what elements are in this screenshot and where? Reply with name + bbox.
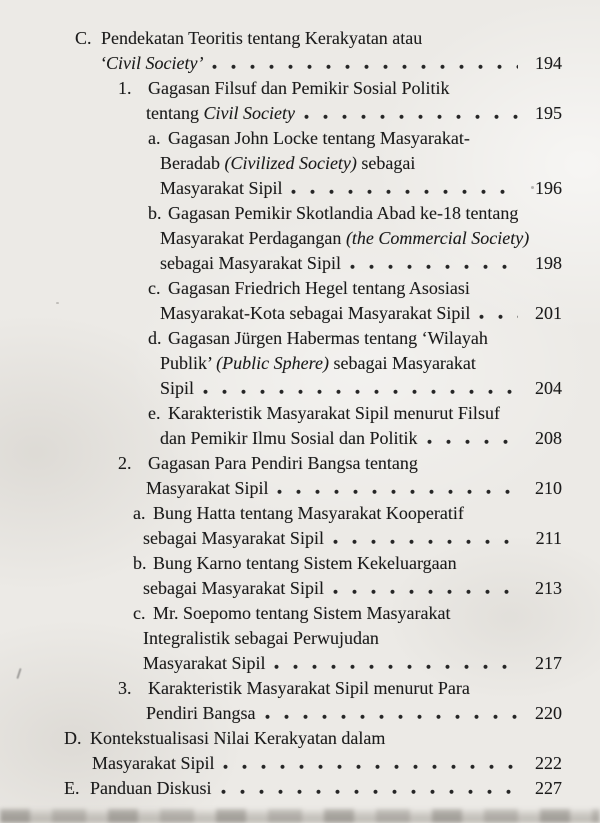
toc-marker: c.: [148, 278, 161, 298]
dot-leader: [350, 263, 518, 269]
toc-line: [0, 51, 600, 76]
dot-leader: [274, 663, 518, 669]
toc-marker: a.: [148, 128, 161, 148]
toc-line: [0, 176, 600, 201]
toc-text: [160, 251, 341, 276]
toc-line: [0, 326, 600, 351]
toc-marker: 1.: [118, 78, 132, 98]
toc-line: [0, 226, 600, 251]
toc-text: [143, 526, 324, 551]
toc-text-segment: Gagasan Para Pendiri Bangsa tentang: [148, 453, 418, 473]
toc-text-segment: sebagai Masyarakat: [328, 353, 476, 373]
toc-line: [0, 451, 600, 476]
toc-text: [160, 301, 470, 326]
dot-leader: [223, 763, 518, 769]
toc-text: [168, 126, 470, 151]
toc-text-segment: Karakteristik Masyarakat Sipil menurut Filsuf: [168, 403, 500, 423]
toc-text: [168, 326, 488, 351]
toc-text: [92, 751, 214, 776]
toc-text: [168, 276, 470, 301]
toc-line: [0, 426, 600, 451]
scan-artifact-bottom: [0, 809, 600, 823]
toc-text-italic-segment: (Public Sphere): [216, 353, 329, 373]
dot-leader: [304, 113, 518, 119]
toc-marker: E.: [64, 778, 80, 798]
toc-line: [0, 701, 600, 726]
toc-text: [160, 351, 476, 376]
page-number: 204: [535, 378, 562, 398]
toc-line: [0, 576, 600, 601]
toc-text: [100, 51, 203, 76]
toc-text: [160, 226, 529, 251]
toc-text-segment: Masyarakat Sipil: [160, 178, 283, 198]
page-number: 222: [535, 753, 562, 773]
toc-line: [0, 301, 600, 326]
toc-text: [160, 376, 194, 401]
toc-marker: C.: [75, 28, 92, 48]
toc-marker: c.: [133, 603, 146, 623]
toc-text: [160, 151, 415, 176]
scan-speck: [56, 302, 59, 304]
toc-text-segment: Bung Hatta tentang Masyarakat Kooperatif: [153, 503, 464, 523]
toc-text-segment: Gagasan John Locke tentang Masyarakat-: [168, 128, 470, 148]
page-number: 195: [535, 103, 562, 123]
toc-text: [148, 676, 470, 701]
dot-leader: [221, 788, 519, 794]
page-number: 213: [535, 578, 562, 598]
toc-text-segment: Masyarakat Sipil: [146, 478, 269, 498]
toc-text-segment: Gagasan Friedrich Hegel tentang Asosiasi: [168, 278, 470, 298]
toc-text: [146, 476, 268, 501]
dot-leader: [277, 488, 518, 494]
toc-text-segment: Mr. Soepomo tentang Sistem Masyarakat: [153, 603, 451, 623]
dot-leader: [333, 588, 518, 594]
toc-text-italic-segment: ‘Civil Society’: [100, 53, 204, 73]
toc-text-segment: Karakteristik Masyarakat Sipil menurut Para: [148, 678, 470, 698]
page-number: 217: [535, 653, 562, 673]
toc-line: [0, 651, 600, 676]
toc-text-segment: Pendiri Bangsa: [146, 703, 256, 723]
toc-text: [146, 701, 256, 726]
toc-line: [0, 776, 600, 801]
toc-marker: 2.: [118, 453, 132, 473]
toc-text: [148, 76, 450, 101]
toc-text-segment: tentang: [146, 103, 204, 123]
toc-text-italic-segment: (Civilized Society): [224, 153, 357, 173]
toc-line: [0, 751, 600, 776]
page-number: 194: [535, 53, 562, 73]
toc-text-segment: Publik’: [160, 353, 217, 373]
toc-line: [0, 151, 600, 176]
page-number: 210: [535, 478, 562, 498]
toc-text: [168, 201, 518, 226]
toc-text: [153, 501, 464, 526]
toc-line: [0, 626, 600, 651]
toc-marker: d.: [148, 328, 162, 348]
toc-text-segment: dan Pemikir Ilmu Sosial dan Politik: [160, 428, 418, 448]
dot-leader: [203, 388, 518, 394]
toc-line: [0, 351, 600, 376]
toc-text-segment: sebagai Masyarakat Sipil: [143, 578, 324, 598]
toc-text-segment: Bung Karno tentang Sistem Kekeluargaan: [153, 553, 457, 573]
toc-text-segment: Pendekatan Teoritis tentang Kerakyatan atau: [101, 28, 423, 48]
dot-leader: [265, 713, 519, 719]
toc-text-segment: Masyarakat Sipil: [143, 653, 266, 673]
toc-marker: b.: [148, 203, 162, 223]
toc-marker: a.: [133, 503, 146, 523]
toc-text-segment: Sipil: [160, 378, 195, 398]
toc-text: [143, 651, 265, 676]
toc-line: [0, 276, 600, 301]
toc-text-segment: Masyarakat Sipil: [92, 753, 215, 773]
toc-text: [143, 626, 379, 651]
page-number: 208: [535, 428, 562, 448]
toc-text: [153, 601, 450, 626]
toc-text-segment: sebagai Masyarakat Sipil: [160, 253, 341, 273]
dot-leader: [212, 63, 518, 69]
toc-text-segment: sebagai Masyarakat Sipil: [143, 528, 324, 548]
toc-text: [101, 26, 422, 51]
toc-line: [0, 251, 600, 276]
toc-text-segment: Masyarakat Perdagangan: [160, 228, 346, 248]
toc-line: [0, 26, 600, 51]
dot-leader: [291, 188, 518, 194]
toc-line: [0, 726, 600, 751]
dot-leader: [427, 438, 519, 444]
scan-speck: [531, 186, 534, 189]
toc-text-segment: Kontekstualisasi Nilai Kerakyatan dalam: [90, 728, 386, 748]
toc-line: [0, 526, 600, 551]
toc-text-italic-segment: Civil Society: [203, 103, 295, 123]
dot-leader: [479, 313, 518, 319]
toc-text: [148, 451, 418, 476]
toc-text: [160, 176, 282, 201]
page-number: 196: [535, 178, 562, 198]
toc-marker: e.: [148, 403, 161, 423]
toc-line: [0, 601, 600, 626]
toc-text: [168, 401, 500, 426]
toc-text-segment: sebagai: [356, 153, 416, 173]
toc-text: [160, 426, 418, 451]
toc-line: [0, 676, 600, 701]
page-number: 211: [535, 528, 562, 548]
toc-text: [153, 551, 457, 576]
toc-text: [146, 101, 295, 126]
dot-leader: [333, 538, 518, 544]
toc-line: [0, 551, 600, 576]
toc-text: [143, 576, 324, 601]
toc-line: [0, 501, 600, 526]
toc-text: [90, 776, 212, 801]
toc-line: [0, 101, 600, 126]
toc-text-segment: Beradab: [160, 153, 225, 173]
page-number: 198: [535, 253, 562, 273]
toc-marker: 3.: [118, 678, 132, 698]
toc-text-segment: Integralistik sebagai Perwujudan: [143, 628, 379, 648]
toc-text-segment: Gagasan Jürgen Habermas tentang ‘Wilayah: [168, 328, 488, 348]
page-number: 201: [535, 303, 562, 323]
toc-text-italic-segment: (the Commercial Society): [345, 228, 530, 248]
toc-text-segment: Gagasan Pemikir Skotlandia Abad ke-18 tentang: [168, 203, 519, 223]
toc-list: [0, 26, 600, 801]
toc-text: [90, 726, 385, 751]
toc-line: [0, 476, 600, 501]
toc-line: [0, 76, 600, 101]
toc-line: [0, 201, 600, 226]
toc-text-segment: Gagasan Filsuf dan Pemikir Sosial Politik: [148, 78, 450, 98]
toc-text-segment: Panduan Diskusi: [90, 778, 212, 798]
toc-marker: b.: [133, 553, 147, 573]
toc-text-segment: Masyarakat-Kota sebagai Masyarakat Sipil: [160, 303, 471, 323]
page-number: 220: [535, 703, 562, 723]
toc-marker: D.: [64, 728, 82, 748]
toc-line: [0, 126, 600, 151]
toc-line: [0, 401, 600, 426]
toc-line: [0, 376, 600, 401]
page-number: 227: [535, 778, 562, 798]
